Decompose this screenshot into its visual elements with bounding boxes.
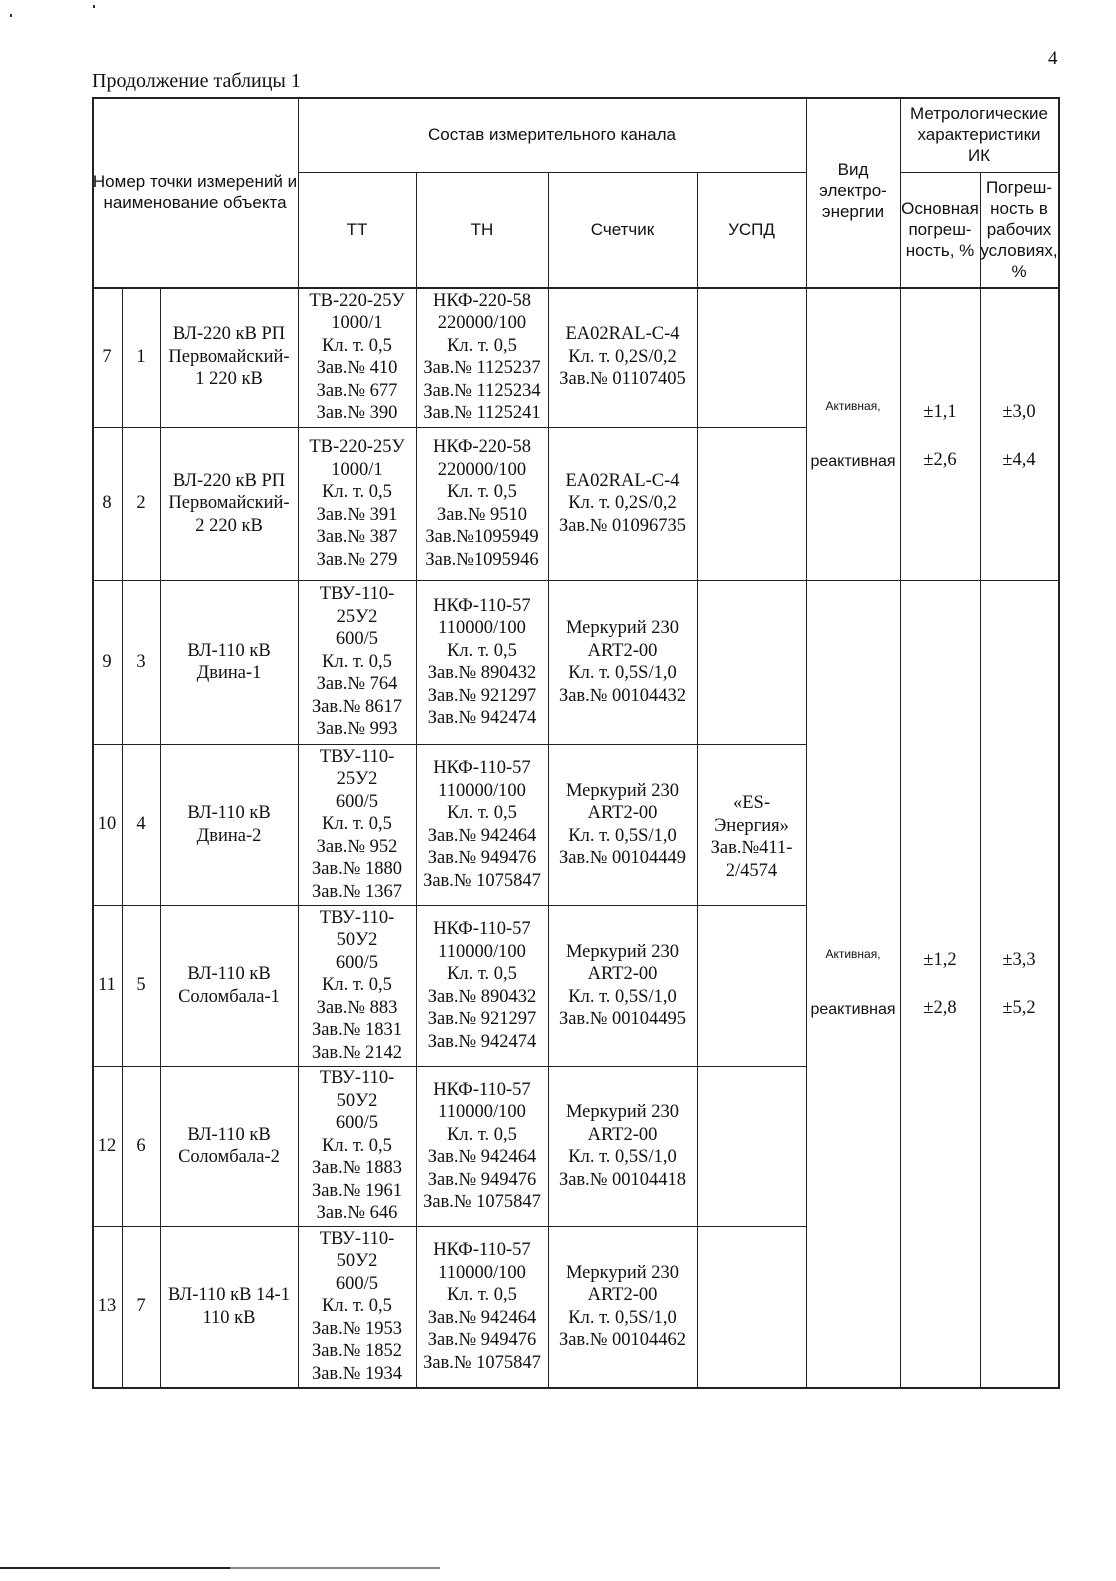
group-divider [806,580,1058,581]
scan-speck [93,5,95,8]
header-uspd [697,172,806,287]
row-tn-line: Зав.№ 1075847 [423,870,541,891]
row-tn-line: Зав.№ 1125241 [423,403,541,423]
energy-active-text: Активная, [825,398,881,413]
row-tn-line: Зав.№ 942464 [427,1307,537,1328]
header-work-error [980,172,1058,287]
row-tn-line: Кл. т. 0,5 [447,482,517,502]
row-number-text: 7 [102,346,112,367]
row-tn-line: Зав.№ 1075847 [423,1192,541,1212]
row-tn-line: 110000/100 [438,941,526,962]
row-point-number-text: 7 [136,1296,146,1317]
work-error-reactive [980,993,1058,1023]
energy-reactive-text: реактивная [810,1000,896,1018]
row-tt [298,427,416,580]
scan-edge-line [0,1567,440,1569]
row-object-name [160,905,298,1066]
row-tn-line: Зав.№ 949476 [427,1330,537,1350]
row-tn-line: Зав.№ 9510 [436,504,528,525]
row-tn-line: НКФ-110-57 [433,595,531,616]
row-tt-line: Зав.№ 993 [316,719,398,740]
row-tt-line: Зав.№ 1831 [311,1020,403,1041]
work-error-reactive-text: ±4,4 [1002,449,1036,470]
row-tn-line: Кл. т. 0,5 [447,1285,517,1305]
row-tt-line: ТВ-220-25У [309,290,405,311]
header-tn [416,172,548,287]
row-tn [416,580,548,744]
header-uspd-text: УСПД [728,220,775,239]
row-object-name-line: ВЛ-110 кВ [187,964,271,984]
header-work-error-line: ность в [990,199,1048,218]
uspd-cell [697,287,806,1387]
row-meter-line: ART2-00 [587,803,658,823]
basic-error-active-text: ±1,2 [923,949,957,970]
row-tt-line: Кл. т. 0,5 [322,335,392,356]
row-tt-line: Зав.№ 1367 [311,881,403,902]
row-tt-line: ТВУ-110- [319,746,395,767]
row-tt-line: Зав.№ 1880 [311,859,403,880]
row-meter-line: ART2-00 [587,640,658,661]
header-meter [548,172,697,287]
row-tn-line: Зав.№ 921297 [427,1009,537,1029]
row-tt-line: Зав.№ 1953 [311,1318,403,1339]
row-tn [416,744,548,905]
row-tn-line: НКФ-110-57 [433,758,531,778]
header-metro-line: ИК [967,146,991,165]
row-tn-line: Кл. т. 0,5 [447,964,517,984]
row-meter-line: Кл. т. 0,5S/1,0 [568,663,677,683]
row-object-name-line: ВЛ-220 кВ РП [172,324,286,345]
row-tn-line: Кл. т. 0,5 [447,335,517,356]
row-tn-line: 110000/100 [438,780,526,801]
row-tn-line: Зав.№ 921297 [427,685,537,706]
row-tn-line: Зав.№ 1075847 [423,1352,541,1373]
row-object-name-line: 2 220 кВ [195,515,263,536]
row-meter-line: Зав.№ 00104418 [558,1169,687,1190]
row-tt-line: Зав.№ 391 [316,504,398,525]
header-point [86,97,298,287]
row-tn-line: Зав.№ 1125234 [423,380,541,401]
row-tt-line: 600/5 [335,1273,379,1294]
column-rule [548,287,549,1387]
column-rule [160,287,161,1387]
row-object-name-line: ВЛ-110 кВ [187,640,271,661]
row-tn [416,1226,548,1387]
row-tt-line: Кл. т. 0,5 [322,1296,392,1317]
row-meter-line: Меркурий 230 [565,780,680,801]
row-point-number-text: 2 [136,493,146,514]
table-bottom-border [92,1387,1060,1389]
row-tt-line: 25У2 [336,769,378,790]
row-tt-line: Зав.№ 390 [316,403,398,423]
row-tn-line: НКФ-110-57 [433,1079,531,1100]
row-tt-line: Кл. т. 0,5 [322,975,392,996]
row-tn-line: Кл. т. 0,5 [447,1124,517,1145]
table-right-border [1058,97,1060,1389]
row-tt-line: Кл. т. 0,5 [322,651,392,672]
header-point-text: Номер точки измерений и наименование объекта [92,172,298,212]
row-tt-line: Зав.№ 1934 [311,1363,403,1384]
row-object-name-line: ВЛ-110 кВ [187,803,271,823]
row-object-name-line: Первомайский- [168,493,290,514]
header-tt-text: ТТ [346,220,368,239]
row-object-name-line: 110 кВ [202,1307,256,1328]
row-tt [298,1226,416,1387]
row-number-text: 8 [102,493,112,514]
row-tt [298,580,416,744]
header-metro [900,97,1058,172]
row-object-name-line: Соломбала-1 [178,986,280,1007]
column-rule [298,287,299,1387]
basic-error-reactive-text: ±2,6 [923,449,957,470]
row-tt-line: 600/5 [335,629,379,650]
column-rule [416,287,417,1387]
row-tt [298,1066,416,1226]
row-tt-line: Зав.№ 677 [316,380,398,401]
row-tn-line: Зав.№ 949476 [427,1169,537,1190]
row-object-name [160,427,298,580]
row-point-number-text: 5 [136,975,146,996]
work-error-reactive-text: ±5,2 [1002,997,1036,1018]
header-work-error-line: Погреш- [985,178,1053,197]
row-number [92,1066,122,1226]
row-object-name [160,1066,298,1226]
header-energy-type-line: энергии [821,202,885,221]
row-tt-line: Зав.№ 8617 [311,696,403,717]
header-work-error-line: % [1011,262,1027,281]
row-tt [298,287,416,427]
row-meter-line: EA02RAL-C-4 [565,470,680,491]
row-tt-line: Зав.№ 1883 [311,1158,403,1179]
header-metro-line: характеристики [917,125,1041,144]
energy-reactive [806,995,900,1025]
row-point-number [122,287,160,427]
header-energy-type-line: Вид [837,160,869,179]
row-tt-line: 1000/1 [331,459,383,480]
row-tt-line: Кл. т. 0,5 [322,1135,392,1156]
row-number [92,287,122,427]
work-error-active [980,397,1058,427]
row-tt-line: Зав.№ 764 [316,674,398,695]
row-tn-line: Зав.№ 942464 [427,825,537,846]
row-meter-line: ART2-00 [587,1124,658,1145]
row-meter [548,1066,697,1226]
header-metro-line: Метрологические [909,104,1049,123]
row-point-number [122,905,160,1066]
row-tt-line: ТВ-220-25У [309,437,405,457]
header-composition [298,97,806,172]
row-point-number [122,1066,160,1226]
row-tt-line: 1000/1 [331,313,383,333]
row-object-name-line: ВЛ-220 кВ РП [172,470,286,491]
row-number [92,744,122,905]
row-number-text: 10 [97,814,117,835]
row-tt-line: Зав.№ 279 [316,549,398,570]
row-tn-line: 220000/100 [437,313,527,333]
row-tn [416,905,548,1066]
row-meter-line: Меркурий 230 [565,941,680,962]
row-object-name-line: ВЛ-110 кВ 14-1 [168,1285,290,1305]
row-tt-line: Зав.№ 646 [316,1203,398,1224]
row-object-name [160,580,298,744]
row-tn-line: Зав.№ 942474 [427,1031,537,1052]
basic-error-active [900,945,980,975]
row-tn-line: Зав.№1095946 [425,549,539,570]
row-tn-line: 110000/100 [438,618,526,638]
row-tt-line: Зав.№ 883 [316,997,398,1018]
row-point-number [122,744,160,905]
header-basic-error-line: погреш- [908,220,972,239]
table-caption: Продолжение таблицы 1 [92,70,301,92]
work-error-active-text: ±3,3 [1002,949,1036,970]
header-meter-text: Счетчик [590,220,655,239]
row-meter [548,905,697,1066]
row-meter-line: Зав.№ 01107405 [559,369,686,390]
row-number-text: 12 [97,1135,117,1156]
header-tt [298,172,416,287]
row-meter-line: Кл. т. 0,5S/1,0 [568,1307,677,1328]
row-tn [416,287,548,427]
row-tn-line: Зав.№ 949476 [427,848,537,868]
row-tn-line: 110000/100 [438,1262,526,1283]
row-tt-line: 600/5 [335,791,379,812]
row-meter-line: ART2-00 [587,1285,658,1305]
row-tn [416,427,548,580]
energy-active [806,391,900,421]
row-tn-line: НКФ-110-57 [433,919,531,939]
work-error-reactive [980,445,1058,475]
header-work-error-line: условиях, [980,241,1058,260]
row-tt-line: ТВУ-110- [319,907,395,928]
row-tt-line: 50У2 [336,1251,378,1272]
row-meter [548,287,697,427]
row-meter-line: Кл. т. 0,5S/1,0 [568,986,677,1007]
row-meter-line: Меркурий 230 [565,618,680,638]
row-tt-line: Кл. т. 0,5 [322,814,392,835]
work-error-active [980,945,1058,975]
row-meter-line: Кл. т. 0,5S/1,0 [568,1147,677,1167]
row-tn-line: Зав.№ 890432 [427,986,537,1007]
row-tn-line: НКФ-220-58 [432,290,532,311]
row-tt-line: ТВУ-110- [319,584,395,605]
row-tt-line: Зав.№ 387 [316,527,398,547]
row-tt-line: 50У2 [336,930,378,951]
row-tt-line: Зав.№ 952 [316,836,398,857]
row-meter-line: Кл. т. 0,2S/0,2 [568,493,677,514]
page-number: 4 [1048,48,1058,69]
row-object-name-line: 1 220 кВ [195,369,263,390]
row-tt [298,905,416,1066]
row-meter-line: EA02RAL-C-4 [565,324,680,345]
row-tt-line: 50У2 [336,1090,378,1111]
row-tn-line: Зав.№ 890432 [427,663,537,683]
header-basic-error-line: ность, % [905,241,975,260]
row-tn-line: Зав.№1095949 [425,527,539,547]
row-point-number-text: 4 [136,814,146,835]
row-tn-line: НКФ-220-58 [432,437,532,457]
row-point-number-text: 6 [136,1135,146,1156]
scan-speck [10,14,12,17]
work-error-active-text: ±3,0 [1002,401,1036,422]
row-tt-line: ТВУ-110- [319,1228,395,1249]
row-tn-line: Кл. т. 0,5 [447,803,517,823]
row-tn-line: 110000/100 [438,1102,526,1122]
row-meter-line: Кл. т. 0,5S/1,0 [568,825,677,846]
row-tn-line: НКФ-110-57 [433,1240,531,1260]
row-number-text: 11 [98,975,116,996]
header-basic-error-line: Основная [901,199,979,218]
row-number [92,427,122,580]
row-point-number-text: 3 [136,651,146,672]
row-meter [548,580,697,744]
row-object-name-line: Двина-2 [196,825,262,846]
row-tt-line: Зав.№ 2142 [311,1042,403,1063]
row-tt-line: Кл. т. 0,5 [322,482,392,502]
basic-error-reactive [900,993,980,1023]
row-tn-line: Зав.№ 1125237 [423,358,541,378]
header-work-error-line: рабочих [986,220,1052,239]
row-object-name [160,287,298,427]
row-meter-line: Кл. т. 0,2S/0,2 [568,346,677,367]
row-number [92,580,122,744]
row-object-name [160,744,298,905]
row-tn [416,1066,548,1226]
basic-error-reactive [900,445,980,475]
uspd-cell-line: «ES- [733,793,770,813]
row-meter-line: Зав.№ 00104462 [558,1330,687,1350]
row-tn-line: Зав.№ 942474 [427,708,537,728]
uspd-cell-line: Энергия» [714,815,789,836]
row-tt-line: Зав.№ 410 [316,358,398,378]
header-basic-error [900,172,980,287]
row-tt-line: Зав.№ 1961 [311,1180,403,1201]
energy-active [806,939,900,969]
row-number-text: 13 [97,1296,117,1317]
row-point-number [122,1226,160,1387]
row-number-text: 9 [102,651,112,672]
header-composition-text: Состав измерительного канала [427,125,676,144]
row-tt [298,744,416,905]
row-tn-line: 220000/100 [437,459,527,480]
row-tt-line: 600/5 [335,952,379,973]
row-tt-line: 600/5 [335,1113,379,1134]
row-object-name-line: ВЛ-110 кВ [187,1124,271,1145]
row-meter [548,427,697,580]
row-point-number [122,580,160,744]
row-point-number [122,427,160,580]
header-energy-type [806,97,900,287]
header-tn-text: ТН [470,220,494,239]
energy-reactive [806,447,900,477]
row-object-name-line: Соломбала-2 [178,1147,280,1167]
basic-error-active [900,397,980,427]
basic-error-reactive-text: ±2,8 [923,997,957,1018]
row-meter-line: ART2-00 [587,964,658,984]
row-meter-line: Меркурий 230 [565,1102,680,1122]
row-number [92,905,122,1066]
row-tn-line: Зав.№ 942464 [427,1147,537,1167]
uspd-cell-line: Зав.№411- [710,838,793,858]
row-number [92,1226,122,1387]
energy-reactive-text: реактивная [810,452,896,470]
basic-error-active-text: ±1,1 [923,401,957,422]
row-tt-line: ТВУ-110- [319,1068,395,1089]
row-meter-line: Зав.№ 00104432 [558,685,687,706]
row-object-name [160,1226,298,1387]
row-meter [548,744,697,905]
row-meter-line: Меркурий 230 [565,1262,680,1283]
uspd-cell-line: 2/4574 [725,860,778,881]
row-tn-line: Кл. т. 0,5 [447,640,517,661]
energy-active-text: Активная, [825,946,881,961]
row-object-name-line: Двина-1 [196,663,262,683]
row-object-name-line: Первомайский- [168,346,290,367]
row-tt-line: Зав.№ 1852 [311,1341,403,1362]
column-rule [122,287,123,1387]
row-meter-line: Зав.№ 00104449 [558,848,687,868]
row-meter [548,1226,697,1387]
header-energy-type-line: электро- [819,181,887,200]
row-meter-line: Зав.№ 00104495 [558,1009,687,1029]
row-meter-line: Зав.№ 01096735 [558,515,687,536]
row-tt-line: 25У2 [336,606,378,627]
row-point-number-text: 1 [136,346,146,367]
